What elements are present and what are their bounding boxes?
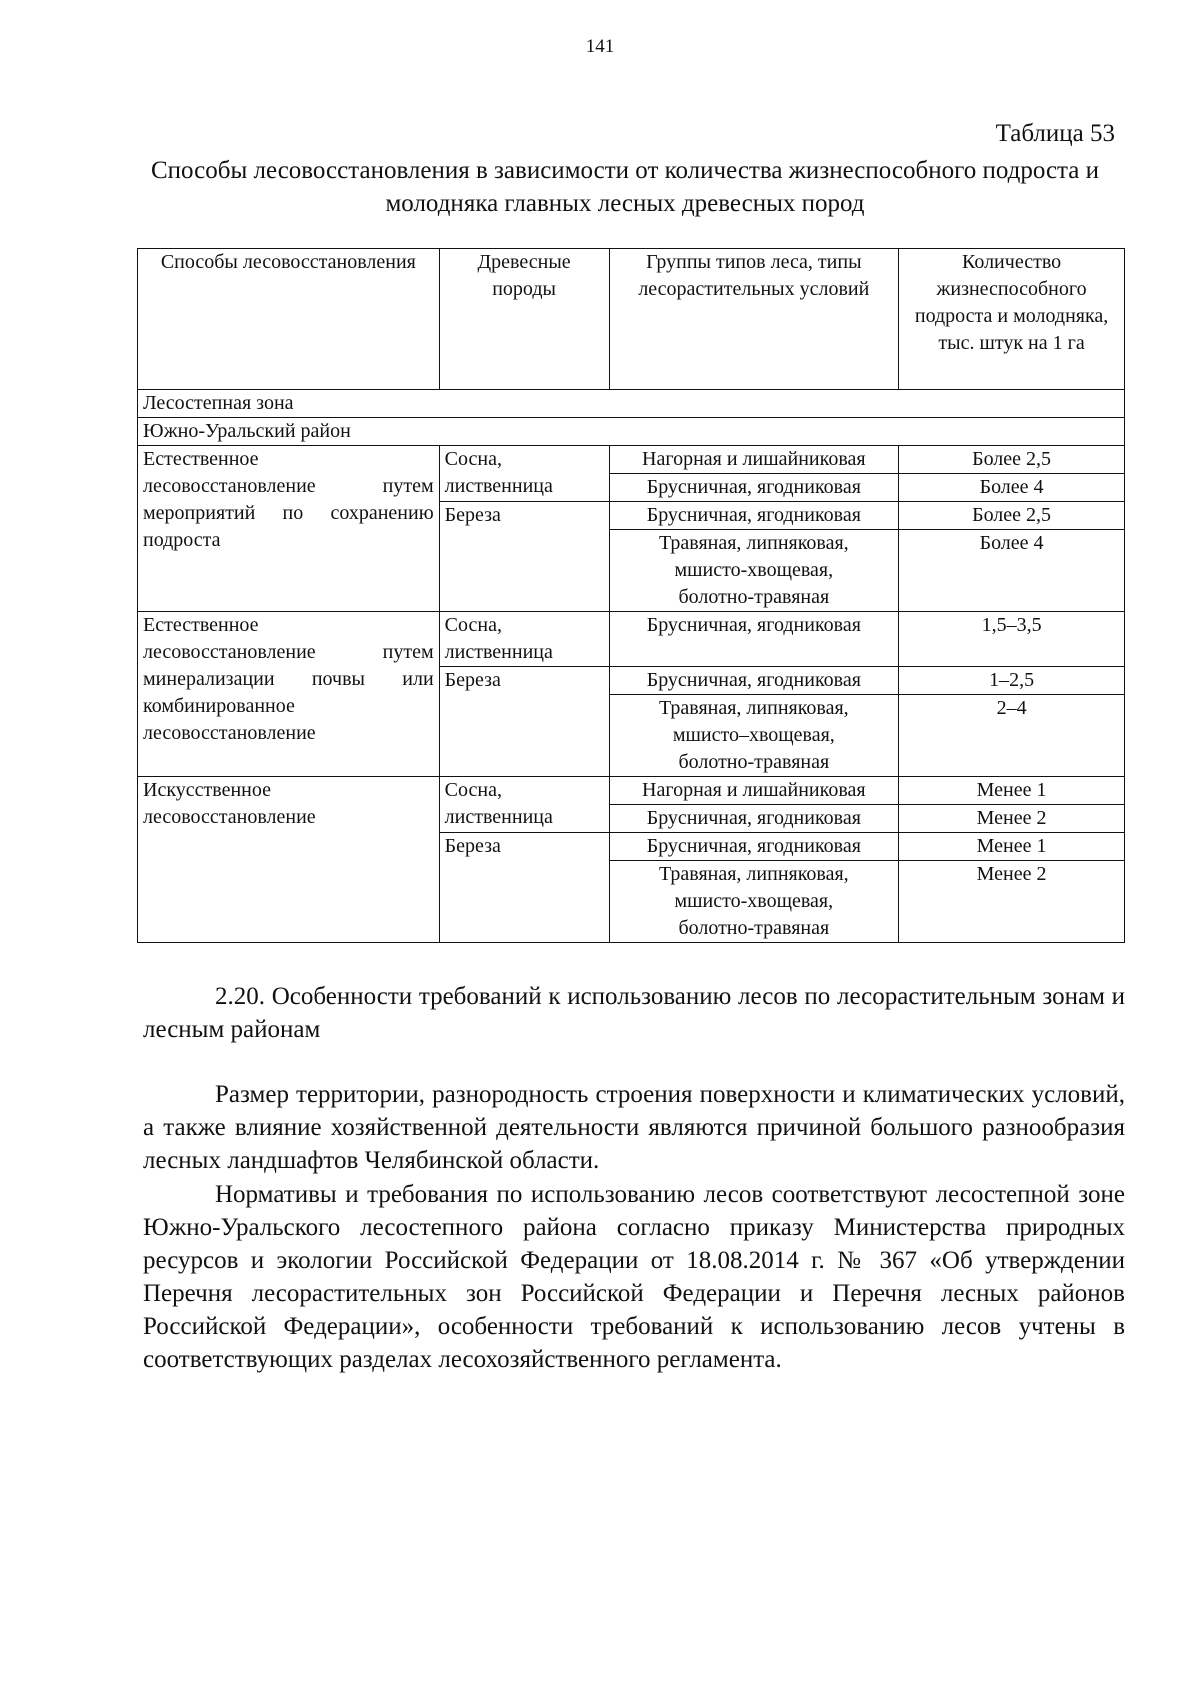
amount-cell: Менее 2 bbox=[899, 805, 1125, 833]
method-cell: Естественное лесовосстановление путем мероприятий по сохранению подроста bbox=[138, 446, 440, 612]
header-cell: Количество жизнеспособного подроста и молодняка, тыс. штук на 1 га bbox=[899, 249, 1125, 390]
table-header-row bbox=[138, 249, 1125, 390]
amount-cell: Менее 1 bbox=[899, 777, 1125, 805]
species-cell: Сосна, лиственница bbox=[439, 777, 609, 833]
table-row bbox=[138, 446, 1125, 474]
table-row bbox=[138, 777, 1125, 805]
forest-type-cell: Брусничная, ягодниковая bbox=[609, 502, 899, 530]
reforestation-table bbox=[137, 248, 1125, 943]
forest-type-cell: Брусничная, ягодниковая bbox=[609, 474, 899, 502]
paragraph: Размер территории, разнородность строения поверхности и климатических условий, а также влияние хозяйственной деятельности являются причиной большого разнообразия лесных ландшафтов Челябинской области. bbox=[143, 1081, 1125, 1174]
amount-cell: Более 2,5 bbox=[899, 446, 1125, 474]
method-cell: Искусственное лесовосстановление bbox=[138, 777, 440, 943]
species-cell: Береза bbox=[439, 502, 609, 612]
amount-cell: Более 4 bbox=[899, 530, 1125, 612]
table-row bbox=[138, 612, 1125, 667]
header-cell: Способы лесовосстановления bbox=[138, 249, 440, 390]
species-cell: Береза bbox=[439, 667, 609, 777]
amount-cell: Менее 1 bbox=[899, 833, 1125, 861]
forest-type-cell: Нагорная и лишайниковая bbox=[609, 446, 899, 474]
paragraph: Нормативы и требования по использованию лесов соответствуют лесостепной зоне Южно-Уральского лесостепного района согласно приказу Министерства природных ресурсов и экологии Российской Федерации от 18.08.2014 г. № 367 «Об утверждении Перечня лесорастительных зон Российской Федерации и Перечня лесных районов Российской Федерации», особенности требований к использованию лесов учтены в соответствующих разделах лесохозяйственного регламента. bbox=[143, 1181, 1125, 1373]
forest-type-cell: Нагорная и лишайниковая bbox=[609, 777, 899, 805]
amount-cell: 1–2,5 bbox=[899, 667, 1125, 695]
table-label: Таблица 53 bbox=[995, 120, 1115, 147]
header-cell: Древесные породы bbox=[439, 249, 609, 390]
amount-cell: Менее 2 bbox=[899, 861, 1125, 943]
amount-cell: Более 4 bbox=[899, 474, 1125, 502]
species-cell: Сосна, лиственница bbox=[439, 446, 609, 502]
header-cell: Группы типов леса, типы лесорастительных условий bbox=[609, 249, 899, 390]
forest-type-cell: Травяная, липняковая, мшисто-хвощевая, болотно-травяная bbox=[609, 530, 899, 612]
method-cell: Естественное лесовосстановление путем минерализации почвы или комбинированное лесовосстановление bbox=[138, 612, 440, 777]
amount-cell: 1,5–3,5 bbox=[899, 612, 1125, 667]
section-heading: 2.20. Особенности требований к использованию лесов по лесорастительным зонам и лесным районам bbox=[143, 983, 1125, 1043]
species-cell: Сосна, лиственница bbox=[439, 612, 609, 667]
district-cell: Южно-Уральский район bbox=[138, 418, 1125, 446]
forest-type-cell: Брусничная, ягодниковая bbox=[609, 833, 899, 861]
table-title: Способы лесовосстановления в зависимости от количества жизнеспособного подроста и молодняка главных лесных древесных пород bbox=[150, 157, 1100, 217]
forest-type-cell: Брусничная, ягодниковая bbox=[609, 667, 899, 695]
page-number: 141 bbox=[585, 36, 615, 57]
amount-cell: 2–4 bbox=[899, 695, 1125, 777]
forest-type-cell: Травяная, липняковая, мшисто-хвощевая, болотно-травяная bbox=[609, 861, 899, 943]
zone-cell: Лесостепная зона bbox=[138, 390, 1125, 418]
amount-cell: Более 2,5 bbox=[899, 502, 1125, 530]
forest-type-cell: Брусничная, ягодниковая bbox=[609, 612, 899, 667]
forest-type-cell: Брусничная, ягодниковая bbox=[609, 805, 899, 833]
zone-row bbox=[138, 390, 1125, 418]
district-row bbox=[138, 418, 1125, 446]
forest-type-cell: Травяная, липняковая, мшисто–хвощевая, болотно-травяная bbox=[609, 695, 899, 777]
species-cell: Береза bbox=[439, 833, 609, 943]
